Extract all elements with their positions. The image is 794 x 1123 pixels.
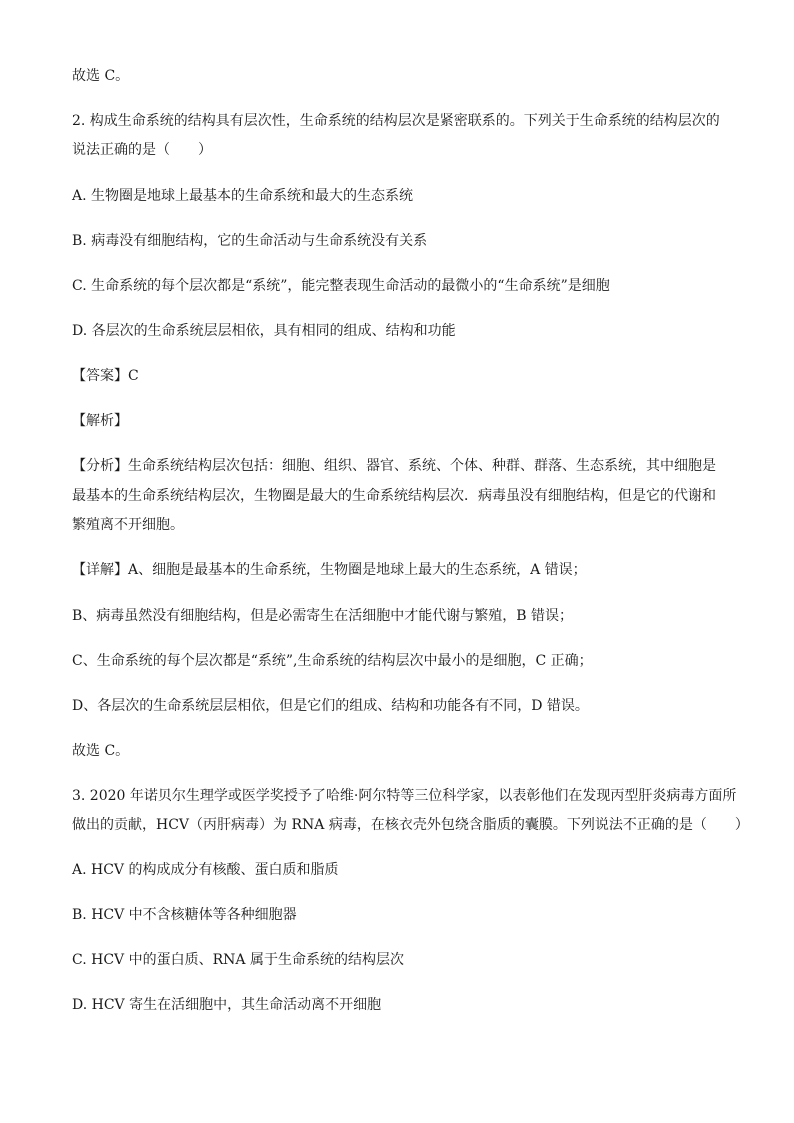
explanation-c: C、生命系统的每个层次都是“系统”,生命系统的结构层次中最小的是细胞，C 正确；: [72, 653, 593, 669]
question-2-stem-cont: 说法正确的是（ ）: [72, 142, 212, 158]
explanation-b: B、病毒虽然没有细胞结构，但是必需寄生在活细胞中才能代谢与繁殖，B 错误；: [72, 608, 574, 624]
option-a: A. HCV 的构成成分有核酸、蛋白质和脂质: [72, 862, 339, 878]
explanation-a: 【详解】A、细胞是最基本的生命系统，生物圈是地球上最大的生态系统，A 错误；: [72, 562, 587, 578]
option-b: B. 病毒没有细胞结构，它的生命活动与生命系统没有关系: [72, 233, 428, 249]
option-d: D. HCV 寄生在活细胞中，其生命活动离不开细胞: [72, 997, 382, 1013]
analysis-label: 【解析】: [72, 413, 128, 429]
option-b: B. HCV 中不含核糖体等各种细胞器: [72, 907, 297, 923]
option-c: C. 生命系统的每个层次都是“系统”，能完整表现生命活动的最微小的“生命系统”是细胞: [72, 278, 610, 294]
explanation-d: D、各层次的生命系统层层相依，但是它们的组成、结构和功能各有不同，D 错误。: [72, 698, 589, 714]
text-line: 故选 C。: [72, 68, 130, 84]
question-2-stem: 2. 构成生命系统的结构具有层次性，生命系统的结构层次是紧密联系的。下列关于生命系统的结构层次的: [72, 113, 720, 129]
option-d: D. 各层次的生命系统层层相依，具有相同的组成、结构和功能: [72, 323, 456, 339]
analysis-text: 【分析】生命系统结构层次包括：细胞、组织、器官、系统、个体、种群、群落、生态系统，其中细胞是: [72, 458, 716, 474]
answer-label: 【答案】C: [72, 368, 139, 384]
conclusion: 故选 C。: [72, 743, 130, 759]
analysis-text-cont: 繁殖离不开细胞。: [72, 517, 184, 533]
question-3-stem: 3. 2020 年诺贝尔生理学或医学奖授予了哈维·阿尔特等三位科学家，以表彰他们在发现丙型肝炎病毒方面所: [72, 788, 737, 804]
analysis-text-cont: 最基本的生命系统结构层次，生物圈是最大的生命系统结构层次．病毒虽没有细胞结构，但是它的代谢和: [72, 488, 716, 504]
option-a: A. 生物圈是地球上最基本的生命系统和最大的生态系统: [72, 188, 414, 204]
question-3-stem-cont: 做出的贡献，HCV（丙肝病毒）为 RNA 病毒，在核衣壳外包绕含脂质的囊膜。下列说法不正确的是（ ）: [72, 817, 749, 833]
option-c: C. HCV 中的蛋白质、RNA 属于生命系统的结构层次: [72, 952, 404, 968]
